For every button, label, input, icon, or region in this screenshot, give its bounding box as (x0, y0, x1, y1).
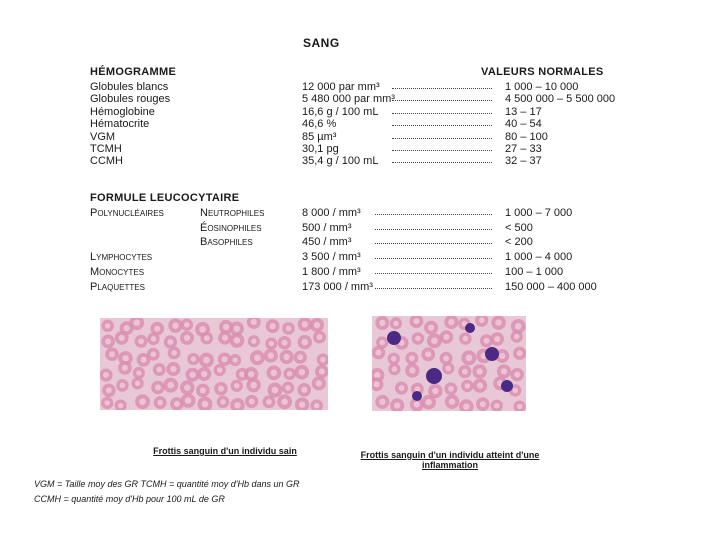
red-blood-cell-center (515, 323, 522, 330)
red-blood-cell-center (156, 367, 162, 373)
red-blood-cell-center (254, 354, 261, 361)
red-blood-cell-center (171, 350, 177, 356)
red-blood-cell-center (184, 322, 190, 328)
row-label: Hématocrite (90, 118, 150, 131)
red-blood-cell-center (223, 324, 229, 330)
row-normal-range: 1 000 – 7 000 (505, 207, 573, 219)
red-blood-cell-center (203, 357, 210, 364)
red-blood-cell-center (409, 355, 415, 361)
row-sublabel: Basophiles (200, 236, 253, 249)
dotted-leader (392, 138, 492, 139)
red-blood-cell-center (462, 369, 468, 375)
red-blood-cell-center (271, 370, 278, 377)
red-blood-cell-center (301, 387, 307, 393)
row-label: Polynucléaires (90, 207, 164, 219)
red-blood-cell-center (443, 355, 449, 361)
row-value: 450 / mm³ (302, 236, 352, 249)
red-blood-cell-center (250, 382, 256, 388)
row-sublabel: Éosinophiles (200, 221, 262, 234)
red-blood-cell-center (394, 402, 400, 408)
red-blood-cell-center (299, 369, 306, 376)
dotted-leader (375, 214, 492, 215)
red-blood-cell-center (140, 357, 146, 363)
red-blood-cell-center (103, 372, 109, 378)
red-blood-cell-center (157, 400, 163, 406)
healthy-smear-image (100, 318, 328, 410)
red-blood-cell-center (302, 321, 308, 327)
inflamed-smear-svg (372, 316, 526, 411)
red-blood-cell-center (316, 380, 322, 386)
formule-row (0, 235, 720, 249)
red-blood-cell-center (299, 401, 305, 407)
red-blood-cell-center (443, 334, 449, 340)
row-normal-range: 150 000 – 400 000 (505, 280, 597, 293)
red-blood-cell-center (122, 365, 128, 371)
red-blood-cell-center (234, 337, 241, 344)
red-blood-cell-center (191, 356, 196, 361)
red-blood-cell-center (499, 353, 505, 359)
red-blood-cell-center (285, 385, 291, 391)
row-normal-range: 40 – 54 (505, 118, 542, 131)
red-blood-cell-center (234, 383, 240, 389)
dotted-leader (375, 288, 492, 289)
red-blood-cell-center (484, 338, 490, 344)
red-blood-cell-center (251, 339, 256, 344)
row-value: 30,1 pg (302, 143, 339, 155)
healthy-smear-svg (100, 318, 328, 410)
red-blood-cell-center (302, 339, 308, 345)
dotted-leader (392, 113, 492, 114)
red-blood-cell-center (320, 357, 326, 363)
row-label: VGM (90, 130, 116, 143)
dotted-leader (375, 243, 492, 244)
red-blood-cell-center (201, 371, 207, 377)
red-blood-cell-center (167, 382, 174, 389)
row-normal-range: 1 000 – 10 000 (505, 81, 579, 93)
red-blood-cell-center (476, 368, 482, 374)
red-blood-cell-center (425, 399, 432, 406)
row-value: 35,4 g / 100 mL (302, 155, 379, 168)
red-blood-cell-center (269, 341, 274, 346)
red-blood-cell-center (393, 321, 398, 326)
red-blood-cell-center (479, 317, 485, 323)
red-blood-cell-center (220, 399, 226, 405)
row-label: Lymphocytes (90, 251, 153, 264)
red-blood-cell-center (105, 323, 111, 329)
row-value: 5 480 000 par mm³ (302, 93, 395, 106)
row-normal-range: 13 – 17 (505, 105, 542, 118)
red-blood-cell-center (512, 388, 518, 394)
row-value: 46,6 % (302, 118, 337, 131)
red-blood-cell-center (287, 371, 293, 377)
red-blood-cell-center (120, 383, 126, 389)
row-normal-range: 1 000 – 4 000 (505, 251, 573, 264)
row-normal-range: 100 – 1 000 (505, 265, 564, 278)
dotted-leader (392, 100, 492, 101)
dotted-leader (392, 150, 492, 151)
hemogramme-row (0, 154, 720, 168)
row-label: Hémoglobine (90, 105, 155, 118)
row-label: TCMH (90, 143, 122, 155)
red-blood-cell-center (106, 387, 112, 393)
red-blood-cell-center (415, 336, 421, 342)
red-blood-cell-center (494, 336, 500, 342)
red-blood-cell-center (409, 367, 415, 373)
row-normal-range: 27 – 33 (505, 143, 542, 155)
formule-row (0, 250, 720, 264)
row-value: 1 800 / mm³ (302, 265, 361, 278)
dotted-leader (375, 258, 492, 259)
red-blood-cell-center (184, 384, 191, 391)
red-blood-cell-center (189, 372, 195, 378)
row-sublabel: Neutrophiles (200, 207, 265, 219)
row-normal-range: < 500 (505, 221, 533, 234)
red-blood-cell-center (184, 335, 190, 341)
red-blood-cell-center (104, 400, 110, 406)
red-blood-cell-center (399, 385, 405, 391)
formule-row (0, 280, 720, 294)
formule-row (0, 206, 720, 220)
white-blood-cell (387, 331, 401, 345)
normal-values-heading: VALEURS NORMALES (481, 66, 604, 78)
red-blood-cell-center (172, 322, 178, 328)
red-blood-cell-center (283, 354, 289, 360)
red-blood-cell-center (448, 386, 454, 392)
red-blood-cell-center (428, 325, 434, 331)
row-value: 173 000 / mm³ (302, 280, 373, 293)
red-blood-cell-center (105, 338, 111, 344)
red-blood-cell-center (174, 401, 180, 407)
footnote-line-2: CCMH = quantité moy d'Hb pour 100 mL de GR (34, 494, 225, 504)
healthy-smear-caption: Frottis sanguin d'un individu sain (153, 446, 297, 456)
red-blood-cell-center (222, 356, 228, 362)
white-blood-cell (485, 347, 499, 361)
red-blood-cell-center (202, 401, 209, 408)
red-blood-cell-center (133, 319, 140, 326)
row-normal-range: < 200 (505, 236, 533, 249)
red-blood-cell-center (138, 338, 144, 344)
red-blood-cell-center (466, 354, 473, 361)
row-value: 3 500 / mm³ (302, 251, 361, 264)
page-title: SANG (303, 36, 340, 50)
red-blood-cell-center (155, 384, 161, 390)
red-blood-cell-center (501, 368, 507, 374)
red-blood-cell-center (448, 319, 454, 325)
dotted-leader (375, 273, 492, 274)
red-blood-cell-center (218, 386, 224, 392)
red-blood-cell-center (268, 352, 274, 358)
red-blood-cell-center (465, 383, 471, 389)
red-blood-cell-center (379, 399, 385, 405)
hemogramme-heading: HÉMOGRAMME (90, 66, 177, 78)
red-blood-cell-center (286, 326, 292, 332)
red-blood-cell-center (119, 335, 125, 341)
red-blood-cell-center (449, 398, 455, 404)
red-blood-cell-center (136, 370, 141, 375)
red-blood-cell-center (248, 371, 254, 377)
red-blood-cell-center (200, 387, 206, 393)
inflamed-smear-image (372, 316, 526, 411)
red-blood-cell-center (232, 357, 237, 362)
white-blood-cell (412, 391, 422, 401)
formule-heading: FORMULE LEUCOCYTAIRE (90, 192, 240, 204)
red-blood-cell-center (281, 340, 287, 346)
formule-row (0, 265, 720, 279)
red-blood-cell-center (379, 340, 384, 345)
red-blood-cell-center (217, 367, 222, 372)
red-blood-cell-center (124, 325, 130, 331)
red-blood-cell-center (374, 381, 380, 387)
red-blood-cell-center (251, 319, 257, 325)
red-blood-cell-center (270, 323, 276, 329)
dotted-leader (375, 229, 492, 230)
row-label: CCMH (90, 155, 123, 168)
red-blood-cell-center (266, 399, 272, 405)
formule-row (0, 221, 720, 235)
red-blood-cell-center (414, 401, 420, 407)
red-blood-cell-center (392, 366, 397, 371)
red-blood-cell-center (431, 337, 438, 344)
red-blood-cell-center (167, 339, 173, 345)
row-value: 85 µm³ (302, 130, 337, 143)
row-value: 16,6 g / 100 mL (302, 105, 379, 118)
red-blood-cell-center (319, 368, 325, 374)
dotted-leader (392, 125, 492, 126)
red-blood-cell-center (446, 366, 451, 371)
red-blood-cell-center (272, 387, 279, 394)
red-blood-cell-center (463, 336, 469, 342)
red-blood-cell-center (170, 366, 176, 372)
red-blood-cell-center (122, 355, 128, 361)
row-label: Globules rouges (90, 93, 171, 106)
red-blood-cell-center (185, 397, 192, 404)
red-blood-cell-center (281, 398, 288, 405)
red-blood-cell-center (234, 325, 240, 331)
red-blood-cell-center (375, 350, 381, 356)
red-blood-cell-center (234, 402, 240, 408)
red-blood-cell-center (477, 382, 483, 388)
red-blood-cell-center (413, 318, 419, 324)
red-blood-cell-center (222, 335, 228, 341)
dotted-leader (392, 88, 492, 89)
row-normal-range: 32 – 37 (505, 155, 542, 168)
red-blood-cell-center (374, 372, 380, 378)
row-value: 12 000 par mm³ (302, 81, 380, 93)
row-value: 8 000 / mm³ (302, 207, 361, 219)
footnote-line-1: VGM = Taille moy des GR TCMH = quantité moy d'Hb dans un GR (34, 479, 300, 489)
red-blood-cell-center (150, 351, 156, 357)
red-blood-cell-center (425, 351, 431, 357)
red-blood-cell-center (154, 326, 160, 332)
red-blood-cell-center (317, 334, 323, 340)
red-blood-cell-center (379, 320, 385, 326)
red-blood-cell-center (204, 335, 210, 341)
red-blood-cell-center (139, 398, 146, 405)
row-normal-range: 4 500 000 – 5 500 000 (505, 93, 616, 106)
red-blood-cell-center (118, 403, 123, 408)
red-blood-cell-center (480, 401, 486, 407)
row-normal-range: 80 – 100 (505, 130, 548, 143)
red-blood-cell-center (432, 388, 438, 394)
red-blood-cell-center (314, 322, 320, 328)
red-blood-cell-center (109, 351, 115, 357)
inflamed-smear-caption: Frottis sanguin d'un individu atteint d'une inflammation (360, 450, 540, 470)
red-blood-cell-center (199, 326, 206, 333)
dotted-leader (392, 162, 492, 163)
white-blood-cell (501, 380, 513, 392)
white-blood-cell (426, 368, 442, 384)
white-blood-cell (465, 323, 475, 333)
red-blood-cell-center (249, 399, 255, 405)
red-blood-cell-center (517, 404, 523, 410)
red-blood-cell-center (514, 372, 520, 378)
row-value: 500 / mm³ (302, 221, 352, 234)
red-blood-cell-center (514, 334, 520, 340)
red-blood-cell-center (135, 381, 140, 386)
red-blood-cell-center (494, 403, 500, 409)
red-blood-cell-center (314, 403, 320, 409)
red-blood-cell-center (151, 336, 157, 342)
red-blood-cell-center (495, 319, 501, 325)
red-blood-cell-center (391, 356, 397, 362)
row-label: Monocytes (90, 265, 145, 278)
red-blood-cell-center (297, 354, 303, 360)
row-label: Plaquettes (90, 280, 145, 293)
row-label: Globules blancs (90, 81, 169, 93)
red-blood-cell-center (517, 350, 523, 356)
red-blood-cell-center (463, 403, 470, 410)
